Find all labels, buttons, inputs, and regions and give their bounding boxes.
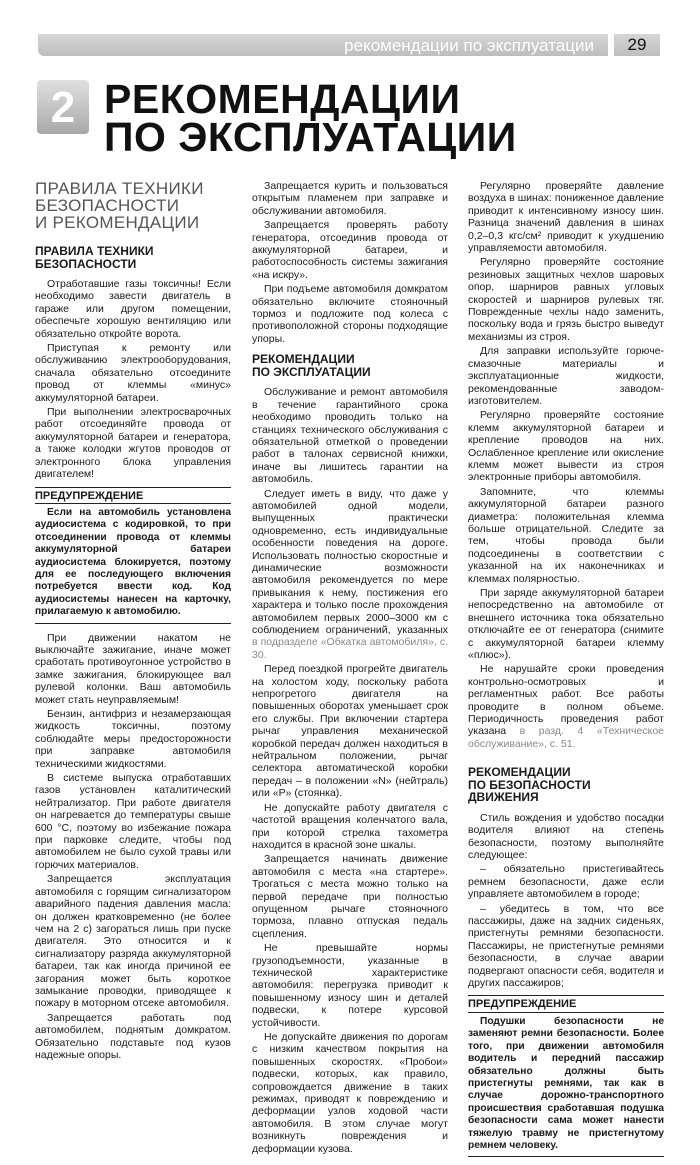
paragraph: Не допускайте работу двигателя с частотой вращения коленчатого вала, при которой стрелка тахометра находится в красной зоне шкалы. xyxy=(252,801,448,851)
paragraph: При движении накатом не выключайте зажигание, иначе может сработать противоугонное устройство в замке зажигания, блокирующее вал рулевой колонки. Ваш автомобиль может стать неуправляемым! xyxy=(35,631,231,706)
section-heading-line: ПРАВИЛА ТЕХНИКИ xyxy=(35,179,204,198)
cross-reference-link[interactable]: в подразделе «Обкатка автомобиля», с. 30. xyxy=(252,636,448,661)
paragraph: Для заправки используйте горюче-смазочные материалы и эксплуатационные жидкости, рекомендованные заводом-изготовителем. xyxy=(468,345,664,407)
column-1 xyxy=(35,180,231,1063)
paragraph: При заряде аккумуляторной батареи непосредственно на автомобиле от внешнего источника тока обязательно отключайте ее от генератора (снимите с аккумуляторной батареи клемму «плюс»). xyxy=(468,587,664,662)
paragraph: При подъеме автомобиля домкратом обязательно включите стояночный тормоз и подложите под колеса с противоположной стороны подходящие упоры. xyxy=(252,283,448,345)
section-heading-line: И РЕКОМЕНДАЦИИ xyxy=(35,213,200,232)
sub-heading-line: ПО ЭКСПЛУАТАЦИИ xyxy=(252,364,371,379)
paragraph: Стиль вождения и удобство посадки водителя влияют на степень безопасности, поэтому выполняйте следующее: xyxy=(468,811,664,861)
paragraph: Запомните, что клеммы аккумуляторной батареи разного диаметра: положительная клемма больше отрицательной. Следите за тем, чтобы провода были подсоединены в соответствии с указанной на их наконечниках и клеммах полярностью. xyxy=(468,485,664,585)
sub-heading-line: ДВИЖЕНИЯ xyxy=(468,790,539,805)
column-3 xyxy=(468,180,664,1165)
column-2 xyxy=(252,180,448,1157)
sub-heading-line: РЕКОМЕНДАЦИИ xyxy=(252,352,355,367)
paragraph xyxy=(468,663,664,750)
paragraph: Приступая к ремонту или обслуживанию электрооборудования, сначала обязательно отсоедините провод от клеммы «минус» аккумуляторной батареи. xyxy=(35,342,231,404)
chapter-title xyxy=(104,76,517,160)
paragraph xyxy=(252,488,448,662)
paragraph: Запрещается работать под автомобилем, поднятым домкратом. Обязательно подставьте под кузов надежные опоры. xyxy=(35,1011,231,1061)
warning-box xyxy=(468,995,664,1157)
paragraph: Регулярно проверяйте давление воздуха в шинах: пониженное давление приводит к интенсивному износу шин. Разница значений давления в шинах 0,2–0,3 кгс/см² приводит к ухудшению управляемости автомобиля. xyxy=(468,180,664,255)
paragraph: Запрещается проверять работу генератора, отсоединив провода от аккумуляторной батареи, и работоспособность системы зажигания «на искру». xyxy=(252,219,448,281)
warning-text: Если на автомобиль установлена аудиосистема с кодировкой, то при отсоединении провода от клеммы аккумуляторной батареи аудиосистема блокируется, поэтому для ее последующего включения потребуется ввести код. Код аудиосистемы нанесен на карточку, прилагаемую к автомобилю. xyxy=(35,507,231,624)
warning-box xyxy=(35,487,231,624)
paragraph: Не допускайте движения по дорогам с низким качеством покрытия на повышенных скоростях. «Пробои» подвески, которых, как правило, сопровождается движение в таких режимах, приводят к повреждению и деформации узлов ходовой части автомобиля. В этом случае могут возникнуть повреждения и деформации кузова. xyxy=(252,1031,448,1155)
paragraph: При выполнении электросварочных работ отсоединяйте провода от аккумуляторной батареи и генератора, а также колодки жгутов проводов от электронного блока управления двигателем! xyxy=(35,406,231,481)
running-header-title: рекомендации по эксплуатации xyxy=(344,36,594,55)
paragraph-text: Не нарушайте сроки проведения контрольно-осмотровых и регламентных работ. Все работы проводите в полном объеме. Периодичность проведения работ указана xyxy=(468,663,664,738)
page-number: 29 xyxy=(614,34,660,56)
chapter-title-line-2: ПО ЭКСПЛУАТАЦИИ xyxy=(104,114,517,160)
warning-title: ПРЕДУПРЕЖДЕНИЕ xyxy=(468,995,664,1012)
paragraph: – убедитесь в том, что все пассажиры, даже на задних сиденьях, пристегнуты ремнями безопасности. Пассажиры, не пристегнутые ремнями безопасности, в случае аварии подвергают опасности себя, водителя и других пассажиров; xyxy=(468,902,664,990)
running-header-bar xyxy=(38,34,608,56)
paragraph: Регулярно проверяйте состояние резиновых защитных чехлов шаровых опор, шарниров равных угловых скоростей и шарниров рулевых тяг. Поврежденные чехлы надо заменить, поскольку вода и грязь быстро выведут механизмы из строя. xyxy=(468,256,664,343)
paragraph: Запрещается начинать движение автомобиля с места «на стартере». Трогаться с места можно только на первой передаче при полностью опущенном рычаге стояночного тормоза, плавно отпуская педаль сцепления. xyxy=(252,853,448,940)
sub-heading xyxy=(468,766,664,804)
paragraph-text: Следует иметь в виду, что даже у автомобилей одной модели, выпущенных практически одновременно, есть индивидуальные особенности поведения на дороге. Использовать полностью скоростные и динамические возможности автомобиля рекомендуется по мере привыкания к нему, постижения его характера и только после прохождения автомобилем первых 2000–3000 км с соблюдением ограничений, указанных xyxy=(252,487,448,636)
section-heading-line: БЕЗОПАСНОСТИ xyxy=(35,196,180,215)
sub-heading-line: БЕЗОПАСНОСТИ xyxy=(35,256,137,271)
chapter-number-badge: 2 xyxy=(37,80,89,134)
warning-text: Подушки безопасности не заменяют ремни безопасности. Более того, при движении автомобиля водитель и передний пассажир обязательно должны быть пристегнуты ремнями, так как в случае дорожно-транспортного происшествия сработавшая подушка безопасности сама может нанести тяжелую травму не пристегнутому ремнем человеку. xyxy=(468,1016,664,1157)
paragraph: Запрещается эксплуатация автомобиля с горящим сигнализатором аварийного падения давления масла: он должен кратковременно (не более чем на 2 с) загораться лишь при пуске двигателя. Это относится и к сигнализатору разряда аккумуляторной батареи, так как иногда причиной ее загорания может быть короткое замыкание проводки, приводящее к пожару в моторном отсеке автомобиля. xyxy=(35,873,231,1010)
section-heading xyxy=(35,180,231,231)
paragraph: Отработавшие газы токсичны! Если необходимо завести двигатель в гараже или другом помещении, обеспечьте хорошую вентиляцию или обязательно откройте ворота. xyxy=(35,278,231,340)
paragraph: В системе выпуска отработавших газов установлен каталитический нейтрализатор. При работе двигателя он нагревается до температуры свыше 600 °С, поэтому во избежание пожара при парковке следите, чтобы под автомобилем не было сухой травы или горючих материалов. xyxy=(35,772,231,871)
paragraph: Бензин, антифриз и незамерзающая жидкость токсичны, поэтому соблюдайте меры предосторожности при заправке автомобиля техническими жидкостями. xyxy=(35,708,231,770)
sub-heading-line: ПРАВИЛА ТЕХНИКИ xyxy=(35,244,154,258)
paragraph: Запрещается курить и пользоваться открытым пламенем при заправке и обслуживании автомобиля. xyxy=(252,180,448,217)
paragraph: – обязательно пристегивайтесь ремнем безопасности, даже если управляете автомобилем в городе; xyxy=(468,863,664,901)
paragraph: Регулярно проверяйте состояние клемм аккумуляторной батареи и крепление проводов на них. Ослабленное крепление или окисление клемм может вывести из строя электронные приборы автомобиля. xyxy=(468,409,664,484)
cross-reference-link[interactable]: в разд. 4 «Техническое обслуживание», с. 51. xyxy=(468,725,664,750)
chapter-title-line-1: РЕКОМЕНДАЦИИ xyxy=(104,76,461,122)
sub-heading-line: ПО БЕЗОПАСНОСТИ xyxy=(468,777,591,792)
sub-heading-line: РЕКОМЕНДАЦИИ xyxy=(468,765,571,780)
sub-heading xyxy=(252,353,448,378)
sub-heading xyxy=(35,245,231,270)
paragraph: Не превышайте нормы грузоподъемности, указанные в технической характеристике автомобиля: перегрузка приводит к повышенному износу шин и деталей подвески, к потере курсовой устойчивости. xyxy=(252,942,448,1029)
paragraph: Обслуживание и ремонт автомобиля в течение гарантийного срока необходимо проводить только на станциях технического обслуживания с обязательной отметкой о проведении работ в талонах сервисной книжки, иначе вы лишитесь гарантии на автомобиль. xyxy=(252,386,448,486)
warning-title: ПРЕДУПРЕЖДЕНИЕ xyxy=(35,487,231,504)
paragraph: Перед поездкой прогрейте двигатель на холостом ходу, поскольку работа непрогретого двигателя на повышенных оборотах уменьшает срок его службы. При включении стартера рычаг управления механической коробкой передач должен находиться в нейтральном положении, рычаг селектора автоматической коробки передач – в положении «N» (нейтраль) или «P» (стоянка). xyxy=(252,663,448,800)
